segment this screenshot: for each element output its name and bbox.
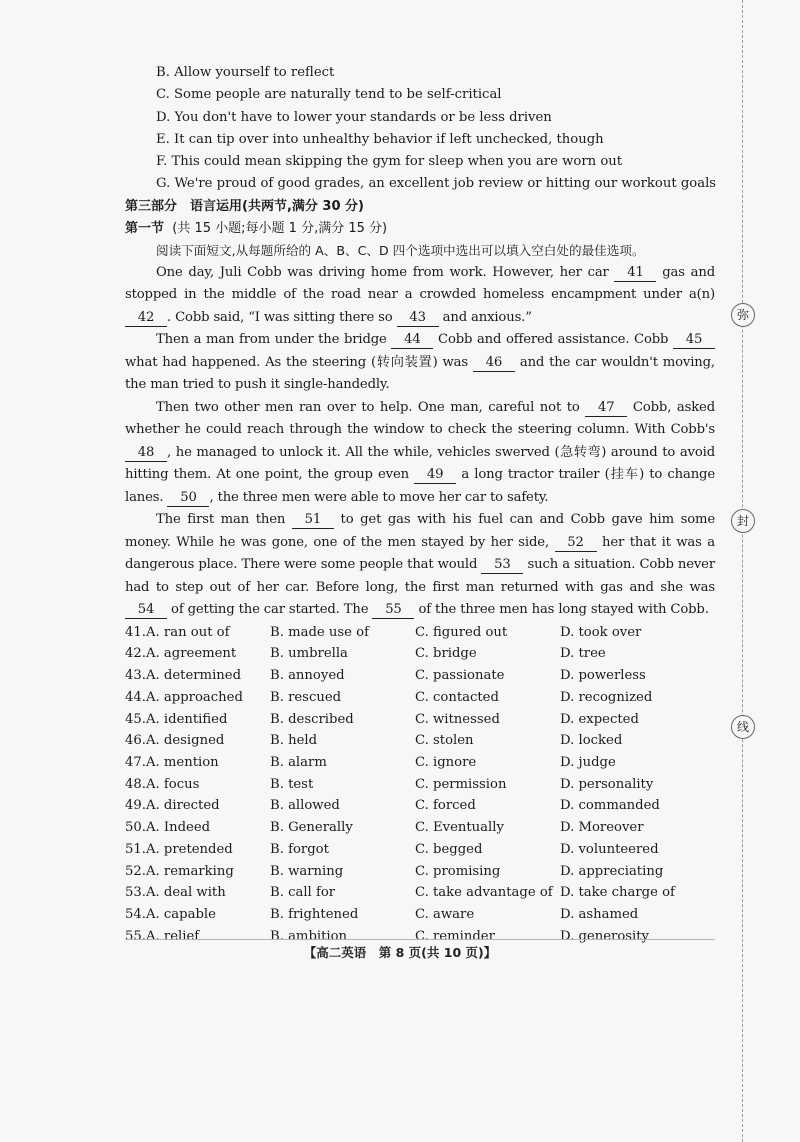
margin-mark-xian: 线 <box>731 715 755 739</box>
blank-47: 47 <box>585 400 627 417</box>
passage-text: Cobb, asked whether he could reach through the window to check the steering column. With Cobb's <box>125 399 715 438</box>
question-option-d <box>560 882 705 904</box>
option-text: B. warning <box>270 863 344 879</box>
passage-text: Cobb and offered assistance. Cobb <box>433 332 673 348</box>
passage-text: . Cobb said, “I was sitting there so <box>167 309 397 325</box>
question-option-b <box>270 687 415 709</box>
question-number: 47. <box>125 755 146 770</box>
option-text: B. frightened <box>270 906 359 922</box>
passage-paragraph-2 <box>125 329 715 397</box>
passage-paragraph-4 <box>125 509 715 622</box>
option-text: C. reminder <box>415 928 495 944</box>
question-number: 53. <box>125 885 146 901</box>
question-option-c <box>415 904 560 926</box>
question-option-d <box>560 709 705 731</box>
option-text: A. relief <box>146 928 200 944</box>
passage-text: The first man then <box>156 512 292 528</box>
blank-41: 41 <box>614 265 656 282</box>
question-option-a <box>125 752 270 774</box>
question-row <box>125 882 715 904</box>
passage-text: , the three men were able to move her car to safety. <box>209 489 549 505</box>
option-text: D. powerless <box>560 668 646 684</box>
question-option-a <box>125 774 270 796</box>
option-text: D. recognized <box>560 689 653 705</box>
page-footer: 【高二英语 第 8 页(共 10 页)】 <box>303 945 497 960</box>
question-option-c <box>415 622 560 644</box>
option-text: B. forgot <box>270 841 329 857</box>
option-text: B. ambition <box>270 928 348 944</box>
blank-45: 45 <box>673 332 715 349</box>
passage-paragraph-3 <box>125 397 715 510</box>
question-row <box>125 904 715 926</box>
question-option-d <box>560 687 705 709</box>
option-text: A. ran out of <box>146 624 230 640</box>
question-number: 49. <box>125 798 146 814</box>
option-text: D. commanded <box>560 798 660 814</box>
option-text: B. Generally <box>270 820 353 836</box>
section1-heading <box>125 218 715 240</box>
option-text: D. took over <box>560 624 642 640</box>
question-option-a <box>125 817 270 839</box>
passage-text: Then a man from under the bridge <box>156 332 392 348</box>
question-option-d <box>560 665 705 687</box>
question-option-c <box>415 730 560 752</box>
option-text: A. identified <box>146 711 228 727</box>
option-text: A. mention <box>146 755 219 770</box>
question-option-c <box>415 882 560 904</box>
option-text: D. take charge of <box>560 885 675 901</box>
option-text: B. allowed <box>270 798 340 814</box>
option-text: C. take advantage of <box>415 885 553 901</box>
question-row <box>125 730 715 752</box>
blank-55: 55 <box>372 602 414 619</box>
question-row <box>125 774 715 796</box>
passage-text: such a situation. Cobb never had to step out of her car. Before long, the first man returned with gas and she was <box>125 557 715 595</box>
passage-paragraph-1 <box>125 262 715 330</box>
option-text: C. aware <box>415 906 475 922</box>
question-number: 42. <box>125 646 146 662</box>
option-text: C. begged <box>415 841 483 857</box>
question-number: 44. <box>125 689 146 705</box>
option-text: A. capable <box>146 906 216 922</box>
option-text: B. umbrella <box>270 646 348 662</box>
option-text: C. permission <box>415 776 507 792</box>
cloze-passage <box>125 262 715 622</box>
question-option-c <box>415 817 560 839</box>
passage-text: to get gas with his fuel can and Cobb gave him some money. While he was gone, one of the men stayed by her side, <box>125 512 716 550</box>
option-text: A. designed <box>146 733 225 749</box>
question-number: 48. <box>125 776 146 792</box>
question-option-d <box>560 643 705 665</box>
question-row <box>125 622 715 644</box>
question-option-a <box>125 665 270 687</box>
question-option-b <box>270 622 415 644</box>
passage-text: of the three men has long stayed with Cobb. <box>414 602 709 618</box>
question-row <box>125 817 715 839</box>
question-option-c <box>415 709 560 731</box>
question-option-b <box>270 861 415 883</box>
question-number: 55. <box>125 928 146 944</box>
blank-53: 53 <box>481 557 523 574</box>
question-option-a <box>125 861 270 883</box>
option-text: B. rescued <box>270 689 342 705</box>
question-option-c <box>415 861 560 883</box>
option-text: A. focus <box>146 776 200 792</box>
section1-info: (共 15 小题;每小题 1 分,满分 15 分) <box>172 220 388 236</box>
option-text: D. personality <box>560 776 654 792</box>
question-option-d <box>560 752 705 774</box>
option-line: G. We're proud of good grades, an excellent job review or hitting our workout goals <box>156 176 717 192</box>
option-text: A. agreement <box>146 646 237 662</box>
question-row <box>125 752 715 774</box>
blank-52: 52 <box>555 535 597 552</box>
option-text: C. stolen <box>415 733 474 749</box>
question-option-a <box>125 622 270 644</box>
question-option-d <box>560 904 705 926</box>
option-text: A. remarking <box>146 863 234 879</box>
option-text: C. passionate <box>415 668 505 684</box>
passage-text: of getting the car started. The <box>167 602 373 618</box>
option-line: C. Some people are naturally tend to be self-critical <box>156 87 502 103</box>
option-text: D. locked <box>560 733 623 749</box>
question-option-a <box>125 904 270 926</box>
question-option-d <box>560 730 705 752</box>
question-option-b <box>270 730 415 752</box>
question-number: 45. <box>125 711 146 727</box>
blank-49: 49 <box>414 467 456 484</box>
remaining-options <box>125 62 715 196</box>
option-line: D. You don't have to lower your standards or be less driven <box>156 109 552 125</box>
question-option-c <box>415 643 560 665</box>
passage-text: and the car wouldn't moving, the man tried to push it single-handedly. <box>125 354 715 393</box>
question-row <box>125 687 715 709</box>
question-row <box>125 861 715 883</box>
option-text: A. approached <box>146 689 243 705</box>
passage-text: and anxious.” <box>438 309 532 325</box>
question-number: 43. <box>125 668 146 684</box>
question-option-d <box>560 817 705 839</box>
option-text: A. pretended <box>146 841 233 857</box>
question-row <box>125 795 715 817</box>
option-line: B. Allow yourself to reflect <box>156 65 335 80</box>
question-number: 50. <box>125 820 146 836</box>
option-text: A. determined <box>146 668 242 684</box>
passage-text: a long tractor trailer (挂车) to change lanes. <box>125 467 715 505</box>
blank-50: 50 <box>167 490 209 507</box>
passage-text: , he managed to unlock it. All the while, vehicles swerved (急转弯) around to avoid hitting them. At one point, the group even <box>125 444 715 483</box>
option-text: C. witnessed <box>415 711 500 727</box>
margin-mark-feng: 封 <box>731 509 755 533</box>
blank-51: 51 <box>292 512 334 529</box>
question-option-b <box>270 665 415 687</box>
option-text: B. call for <box>270 885 336 901</box>
question-row <box>125 665 715 687</box>
section1-instruction: 阅读下面短文,从每题所给的 A、B、C、D 四个选项中选出可以填入空白处的最佳选项。 <box>156 242 645 258</box>
blank-44: 44 <box>391 332 433 349</box>
blank-43: 43 <box>397 310 439 327</box>
question-row <box>125 643 715 665</box>
question-option-d <box>560 839 705 861</box>
option-text: D. appreciating <box>560 863 664 879</box>
question-option-c <box>415 687 560 709</box>
question-option-b <box>270 839 415 861</box>
question-option-c <box>415 752 560 774</box>
option-text: C. ignore <box>415 755 477 770</box>
option-text: B. described <box>270 711 354 727</box>
binding-dashed-line <box>742 0 743 1142</box>
passage-text: One day, Juli Cobb was driving home from work. However, her car <box>156 264 615 280</box>
question-list <box>125 622 715 948</box>
page-content <box>125 62 715 947</box>
passage-text: what had happened. As the steering (转向装置) was <box>125 354 473 370</box>
option-text: C. promising <box>415 863 501 879</box>
question-option-a <box>125 839 270 861</box>
option-line: E. It can tip over into unhealthy behavior if left unchecked, though <box>156 131 604 147</box>
question-option-d <box>560 795 705 817</box>
question-option-a <box>125 730 270 752</box>
option-text: D. tree <box>560 646 606 662</box>
question-option-b <box>270 795 415 817</box>
option-text: C. contacted <box>415 689 499 705</box>
question-number: 51. <box>125 841 146 857</box>
question-option-a <box>125 643 270 665</box>
question-option-a <box>125 882 270 904</box>
option-text: B. test <box>270 776 314 792</box>
blank-46: 46 <box>473 355 515 372</box>
question-option-b <box>270 882 415 904</box>
section1-label: 第一节 <box>125 220 165 236</box>
option-text: B. annoyed <box>270 668 345 684</box>
question-option-b <box>270 752 415 774</box>
option-text: A. Indeed <box>146 820 211 836</box>
passage-text: gas and stopped in the middle of the road near a crowded homeless encampment under a(n) <box>125 264 715 303</box>
question-option-c <box>415 665 560 687</box>
question-option-d <box>560 622 705 644</box>
question-option-c <box>415 839 560 861</box>
blank-54: 54 <box>125 602 167 619</box>
option-line: F. This could mean skipping the gym for sleep when you are worn out <box>156 154 623 170</box>
margin-mark-mi: 弥 <box>731 303 755 327</box>
question-option-a <box>125 687 270 709</box>
option-text: C. forced <box>415 798 476 814</box>
question-row <box>125 839 715 861</box>
blank-48: 48 <box>125 445 167 462</box>
passage-text: Then two other men ran over to help. One man, careful not to <box>156 399 586 415</box>
option-text: B. alarm <box>270 755 327 770</box>
part3-heading: 第三部分 语言运用(共两节,满分 30 分) <box>125 198 364 214</box>
option-text: D. ashamed <box>560 906 639 922</box>
option-text: C. bridge <box>415 646 477 662</box>
question-row <box>125 709 715 731</box>
question-option-b <box>270 904 415 926</box>
question-option-b <box>270 817 415 839</box>
option-text: C. Eventually <box>415 820 504 836</box>
option-text: D. volunteered <box>560 841 659 857</box>
question-option-c <box>415 774 560 796</box>
question-option-d <box>560 774 705 796</box>
question-option-c <box>415 795 560 817</box>
question-option-b <box>270 709 415 731</box>
question-number: 41. <box>125 624 146 640</box>
blank-42: 42 <box>125 310 167 327</box>
question-option-d <box>560 861 705 883</box>
question-option-a <box>125 795 270 817</box>
passage-text: her that it was a dangerous place. There were some people that would <box>125 534 715 573</box>
option-text: B. made use of <box>270 624 369 640</box>
option-text: D. generosity <box>560 928 650 944</box>
option-text: D. judge <box>560 755 616 770</box>
option-text: D. Moreover <box>560 820 644 836</box>
option-text: A. deal with <box>146 885 226 901</box>
question-number: 46. <box>125 733 146 749</box>
option-text: A. directed <box>146 798 220 814</box>
question-option-a <box>125 709 270 731</box>
question-option-b <box>270 643 415 665</box>
question-number: 52. <box>125 863 146 879</box>
option-text: C. figured out <box>415 624 508 640</box>
question-option-b <box>270 774 415 796</box>
option-text: D. expected <box>560 711 639 727</box>
question-number: 54. <box>125 906 146 922</box>
option-text: B. held <box>270 733 318 749</box>
footer-rule <box>125 939 715 940</box>
